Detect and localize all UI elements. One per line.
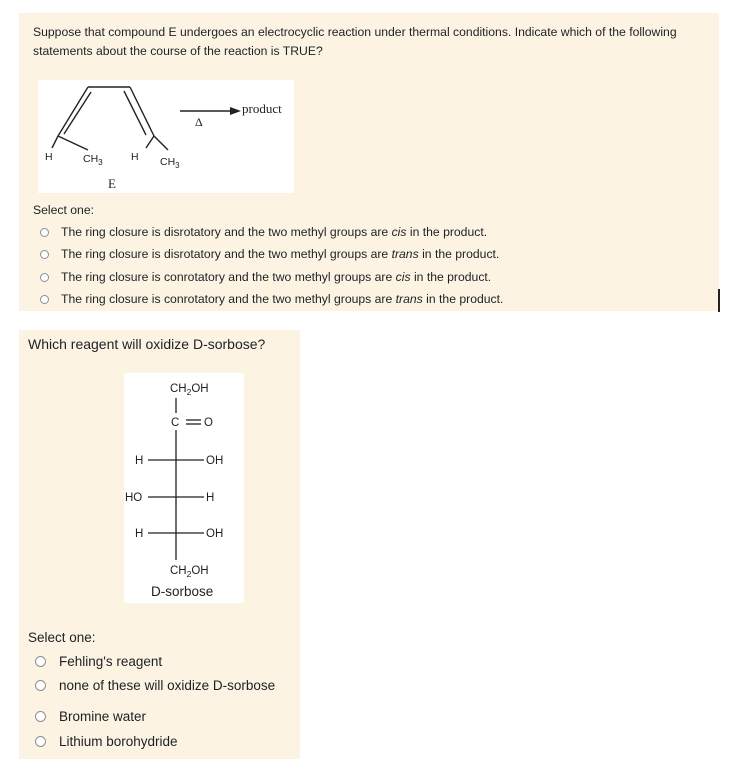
answer-option-2[interactable] <box>35 675 275 695</box>
radio-button[interactable] <box>35 656 46 667</box>
radio-button[interactable] <box>40 228 49 237</box>
c3-right-label: OH <box>206 455 224 467</box>
c5-right-label: OH <box>206 528 224 540</box>
compound-label: E <box>108 176 116 191</box>
answer-option-1[interactable] <box>35 651 162 671</box>
d-sorbose-fischer-projection <box>124 373 244 603</box>
c4-left-label: HO <box>125 492 143 504</box>
h-mid-label: H <box>131 151 139 163</box>
question-2-panel <box>19 330 300 759</box>
radio-button[interactable] <box>40 295 49 304</box>
option-text: The ring closure is conrotatory and the two methyl groups are cis in the product. <box>61 270 492 284</box>
question-1-panel <box>19 13 719 311</box>
carbonyl-o-label: O <box>204 417 213 429</box>
bottom-ch2oh-label: $CH_2OH$ <box>170 565 209 579</box>
answer-option-3[interactable] <box>40 268 491 286</box>
answer-option-2[interactable] <box>40 245 499 263</box>
answer-option-3[interactable] <box>35 706 146 726</box>
text-cursor <box>718 289 720 312</box>
question-1-text: Suppose that compound E undergoes an electrocyclic reaction under thermal conditions. Indicate which of the following statements about the course of the reaction is TRUE? <box>33 25 677 58</box>
radio-button[interactable] <box>40 250 49 259</box>
ch3-right-label: $CH_3$ <box>160 156 180 170</box>
d-sorbose-figure <box>124 373 244 603</box>
c4-right-label: H <box>206 492 215 504</box>
d-sorbose-name: D-sorbose <box>151 584 214 599</box>
option-text: The ring closure is disrotatory and the two methyl groups are trans in the product. <box>61 247 500 261</box>
answer-option-4[interactable] <box>35 731 178 751</box>
h-left-label: H <box>45 151 53 163</box>
option-text: The ring closure is disrotatory and the two methyl groups are cis in the product. <box>61 225 488 239</box>
ch3-left-label: $CH_3$ <box>83 153 103 167</box>
c3-left-label: H <box>135 455 144 467</box>
compound-e-figure <box>38 80 294 193</box>
product-label: product <box>242 101 282 116</box>
answer-option-1[interactable] <box>40 223 487 241</box>
carbonyl-c-label: C <box>171 417 180 429</box>
select-one-label: Select one: <box>28 630 96 645</box>
option-text: The ring closure is conrotatory and the two methyl groups are trans in the product. <box>61 292 504 306</box>
answer-option-4[interactable] <box>40 290 503 308</box>
option-text: Fehling's reagent <box>59 653 163 669</box>
compound-e-structure <box>38 80 294 193</box>
radio-button[interactable] <box>35 680 46 691</box>
option-text: Lithium borohydride <box>59 733 178 749</box>
top-ch2oh-label: $CH_2OH$ <box>170 383 209 397</box>
radio-button[interactable] <box>35 711 46 722</box>
option-text: Bromine water <box>59 708 147 724</box>
question-2-text: Which reagent will oxidize D-sorbose? <box>28 336 266 352</box>
radio-button[interactable] <box>40 273 49 282</box>
heat-symbol: Δ <box>195 115 203 129</box>
select-one-label: Select one: <box>33 203 94 217</box>
c5-left-label: H <box>135 528 144 540</box>
option-text: none of these will oxidize D-sorbose <box>59 677 276 693</box>
radio-button[interactable] <box>35 736 46 747</box>
